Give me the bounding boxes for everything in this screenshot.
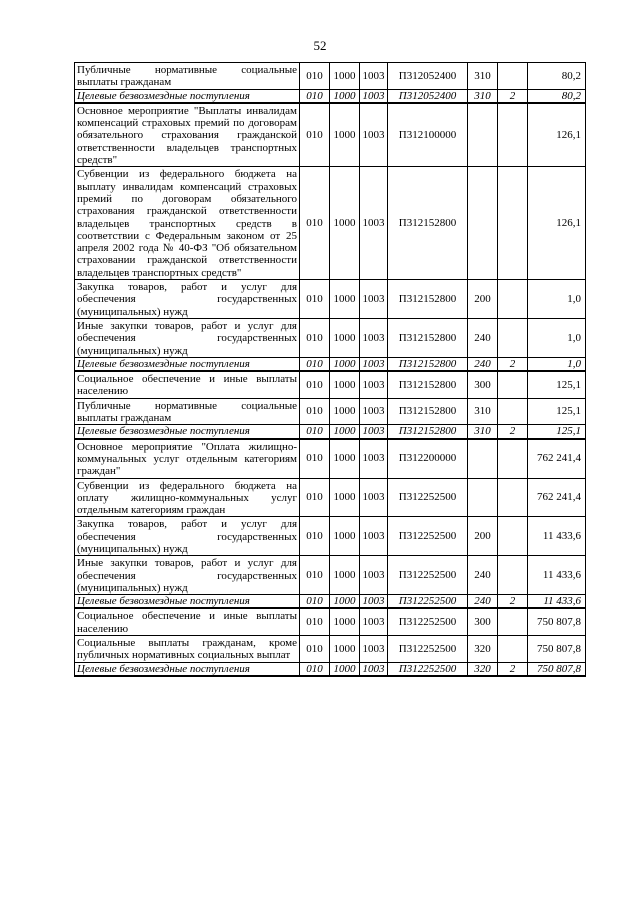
- section-code: 1000: [330, 608, 360, 635]
- budget-table: [74, 62, 586, 677]
- target-receipts-row: [75, 662, 586, 676]
- row-name: Субвенции из федерального бюджета на оплату жилищно-коммунальных услуг отдельным категориям граждан: [75, 478, 300, 517]
- target-article-code: П312152800: [388, 318, 468, 357]
- expense-type-code: 240: [468, 357, 498, 371]
- source-code: [498, 439, 528, 478]
- table-row: [75, 517, 586, 556]
- ministry-code: 010: [300, 636, 330, 663]
- source-code: [498, 103, 528, 167]
- ministry-code: 010: [300, 556, 330, 595]
- expense-type-code: 200: [468, 280, 498, 319]
- target-article-code: П312152800: [388, 167, 468, 280]
- amount: 750 807,8: [528, 608, 586, 635]
- source-code: 2: [498, 595, 528, 609]
- ministry-code: 010: [300, 662, 330, 676]
- target-receipts-row: [75, 357, 586, 371]
- subsection-code: 1003: [360, 636, 388, 663]
- expense-type-code: 240: [468, 318, 498, 357]
- ministry-code: 010: [300, 167, 330, 280]
- source-code: 2: [498, 89, 528, 103]
- section-code: 1000: [330, 556, 360, 595]
- table-row: [75, 167, 586, 280]
- section-code: 1000: [330, 595, 360, 609]
- target-article-code: П312252500: [388, 608, 468, 635]
- ministry-code: 010: [300, 318, 330, 357]
- row-name: Целевые безвозмездные поступления: [75, 357, 300, 371]
- source-code: [498, 318, 528, 357]
- ministry-code: 010: [300, 425, 330, 439]
- row-name: Целевые безвозмездные поступления: [75, 425, 300, 439]
- target-article-code: П312052400: [388, 89, 468, 103]
- expense-type-code: 310: [468, 63, 498, 90]
- target-receipts-row: [75, 595, 586, 609]
- amount: 126,1: [528, 103, 586, 167]
- section-code: 1000: [330, 425, 360, 439]
- section-code: 1000: [330, 636, 360, 663]
- ministry-code: 010: [300, 63, 330, 90]
- section-code: 1000: [330, 478, 360, 517]
- section-code: 1000: [330, 662, 360, 676]
- source-code: [498, 556, 528, 595]
- row-name: Субвенции из федерального бюджета на выплату инвалидам компенсаций страховых премий по договорам обязательного страхования гражданской ответственности владельцев транспортных средств в соответствии с Федеральным законом от 25 апреля 2002 года № 40-ФЗ "Об обязательном страховании гражданской ответственности владельцев транспортных средств": [75, 167, 300, 280]
- subsection-code: 1003: [360, 439, 388, 478]
- row-name: Иные закупки товаров, работ и услуг для обеспечения государственных (муниципальных) нужд: [75, 318, 300, 357]
- section-code: 1000: [330, 103, 360, 167]
- subsection-code: 1003: [360, 280, 388, 319]
- target-article-code: П312252500: [388, 636, 468, 663]
- amount: 1,0: [528, 318, 586, 357]
- ministry-code: 010: [300, 103, 330, 167]
- source-code: [498, 478, 528, 517]
- target-article-code: П312252500: [388, 662, 468, 676]
- ministry-code: 010: [300, 608, 330, 635]
- subsection-code: 1003: [360, 556, 388, 595]
- ministry-code: 010: [300, 371, 330, 398]
- expense-type-code: 310: [468, 425, 498, 439]
- target-article-code: П312152800: [388, 425, 468, 439]
- row-name: Основное мероприятие "Оплата жилищно-коммунальных услуг отдельным категориям граждан": [75, 439, 300, 478]
- subsection-code: 1003: [360, 103, 388, 167]
- expense-type-code: 320: [468, 662, 498, 676]
- row-name: Публичные нормативные социальные выплаты гражданам: [75, 398, 300, 425]
- expense-type-code: 320: [468, 636, 498, 663]
- amount: 1,0: [528, 357, 586, 371]
- subsection-code: 1003: [360, 371, 388, 398]
- target-article-code: П312100000: [388, 103, 468, 167]
- target-receipts-row: [75, 425, 586, 439]
- amount: 80,2: [528, 89, 586, 103]
- subsection-code: 1003: [360, 89, 388, 103]
- target-article-code: П312152800: [388, 398, 468, 425]
- ministry-code: 010: [300, 595, 330, 609]
- row-name: Социальное обеспечение и иные выплаты населению: [75, 608, 300, 635]
- amount: 125,1: [528, 425, 586, 439]
- subsection-code: 1003: [360, 357, 388, 371]
- target-article-code: П312252500: [388, 517, 468, 556]
- amount: 11 433,6: [528, 517, 586, 556]
- amount: 762 241,4: [528, 439, 586, 478]
- table-row: [75, 280, 586, 319]
- source-code: [498, 167, 528, 280]
- amount: 126,1: [528, 167, 586, 280]
- target-article-code: П312152800: [388, 357, 468, 371]
- section-code: 1000: [330, 167, 360, 280]
- table-row: [75, 398, 586, 425]
- table-row: [75, 608, 586, 635]
- section-code: 1000: [330, 357, 360, 371]
- subsection-code: 1003: [360, 662, 388, 676]
- source-code: [498, 517, 528, 556]
- target-receipts-row: [75, 89, 586, 103]
- subsection-code: 1003: [360, 595, 388, 609]
- row-name: Иные закупки товаров, работ и услуг для обеспечения государственных (муниципальных) нужд: [75, 556, 300, 595]
- expense-type-code: 310: [468, 89, 498, 103]
- amount: 750 807,8: [528, 662, 586, 676]
- row-name: Целевые безвозмездные поступления: [75, 89, 300, 103]
- ministry-code: 010: [300, 398, 330, 425]
- subsection-code: 1003: [360, 425, 388, 439]
- table-row: [75, 636, 586, 663]
- source-code: [498, 608, 528, 635]
- section-code: 1000: [330, 318, 360, 357]
- amount: 125,1: [528, 371, 586, 398]
- row-name: Целевые безвозмездные поступления: [75, 595, 300, 609]
- subsection-code: 1003: [360, 318, 388, 357]
- row-name: Основное мероприятие "Выплаты инвалидам компенсаций страховых премий по договорам обязательного страхования гражданской ответственности владельцев транспортных средств": [75, 103, 300, 167]
- section-code: 1000: [330, 89, 360, 103]
- expense-type-code: [468, 439, 498, 478]
- target-article-code: П312252500: [388, 556, 468, 595]
- expense-type-code: 200: [468, 517, 498, 556]
- source-code: 2: [498, 662, 528, 676]
- section-code: 1000: [330, 517, 360, 556]
- section-code: 1000: [330, 439, 360, 478]
- amount: 1,0: [528, 280, 586, 319]
- expense-type-code: [468, 103, 498, 167]
- target-article-code: П312200000: [388, 439, 468, 478]
- amount: 11 433,6: [528, 595, 586, 609]
- source-code: [498, 636, 528, 663]
- table-row: [75, 103, 586, 167]
- table-row: [75, 63, 586, 90]
- table-row: [75, 318, 586, 357]
- section-code: 1000: [330, 371, 360, 398]
- amount: 762 241,4: [528, 478, 586, 517]
- expense-type-code: [468, 478, 498, 517]
- expense-type-code: 300: [468, 608, 498, 635]
- target-article-code: П312252500: [388, 478, 468, 517]
- target-article-code: П312252500: [388, 595, 468, 609]
- ministry-code: 010: [300, 357, 330, 371]
- table-row: [75, 371, 586, 398]
- row-name: Публичные нормативные социальные выплаты гражданам: [75, 63, 300, 90]
- amount: 80,2: [528, 63, 586, 90]
- page-number: 52: [313, 38, 327, 53]
- ministry-code: 010: [300, 517, 330, 556]
- table-row: [75, 556, 586, 595]
- expense-type-code: 240: [468, 556, 498, 595]
- section-code: 1000: [330, 398, 360, 425]
- source-code: 2: [498, 357, 528, 371]
- subsection-code: 1003: [360, 608, 388, 635]
- source-code: [498, 398, 528, 425]
- table-row: [75, 478, 586, 517]
- amount: 11 433,6: [528, 556, 586, 595]
- subsection-code: 1003: [360, 517, 388, 556]
- ministry-code: 010: [300, 89, 330, 103]
- target-article-code: П312052400: [388, 63, 468, 90]
- row-name: Социальное обеспечение и иные выплаты населению: [75, 371, 300, 398]
- target-article-code: П312152800: [388, 371, 468, 398]
- subsection-code: 1003: [360, 478, 388, 517]
- section-code: 1000: [330, 280, 360, 319]
- expense-type-code: [468, 167, 498, 280]
- source-code: 2: [498, 425, 528, 439]
- expense-type-code: 300: [468, 371, 498, 398]
- ministry-code: 010: [300, 478, 330, 517]
- ministry-code: 010: [300, 280, 330, 319]
- section-code: 1000: [330, 63, 360, 90]
- amount: 750 807,8: [528, 636, 586, 663]
- target-article-code: П312152800: [388, 280, 468, 319]
- source-code: [498, 63, 528, 90]
- expense-type-code: 310: [468, 398, 498, 425]
- subsection-code: 1003: [360, 167, 388, 280]
- row-name: Закупка товаров, работ и услуг для обеспечения государственных (муниципальных) нужд: [75, 517, 300, 556]
- row-name: Целевые безвозмездные поступления: [75, 662, 300, 676]
- row-name: Закупка товаров, работ и услуг для обеспечения государственных (муниципальных) нужд: [75, 280, 300, 319]
- subsection-code: 1003: [360, 63, 388, 90]
- expense-type-code: 240: [468, 595, 498, 609]
- subsection-code: 1003: [360, 398, 388, 425]
- source-code: [498, 280, 528, 319]
- amount: 125,1: [528, 398, 586, 425]
- row-name: Социальные выплаты гражданам, кроме публичных нормативных социальных выплат: [75, 636, 300, 663]
- ministry-code: 010: [300, 439, 330, 478]
- table-row: [75, 439, 586, 478]
- source-code: [498, 371, 528, 398]
